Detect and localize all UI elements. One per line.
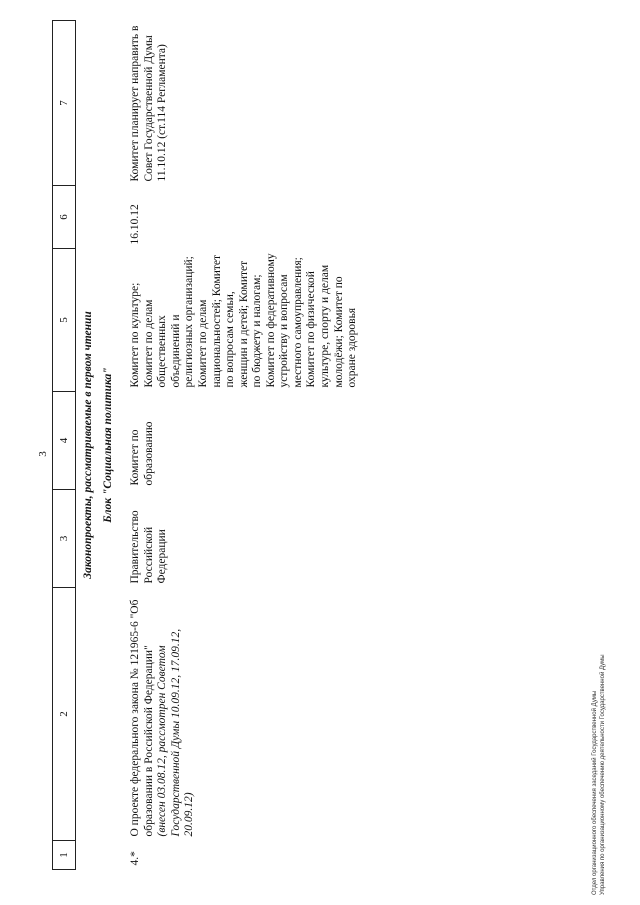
author-cell: Правительство Российской Федерации xyxy=(129,510,169,584)
responsible-committee: Комитет по образованию xyxy=(129,421,155,486)
col-header: 7 xyxy=(53,21,76,186)
page-number: 3 xyxy=(36,451,49,457)
col-header: 6 xyxy=(53,186,76,249)
footer xyxy=(592,565,608,895)
co-committees: Комитет по культуре; Комитет по делам общественных объединений и религиозных организаций; Комитет по делам национальностей; Комитет по вопросам семьи, женщин и детей; Комитет по бюджету и налогам; Комитет по федеративному устройству и вопросам местного самоуправления; Комитет по физической культуре, спорту и делам молодёжи; Комитет по охране здоровья xyxy=(129,253,359,388)
plan-cell: Комитет планирует направить в Совет Государственной Думы 11.10.12 (ст.114 Регламента) xyxy=(129,25,169,182)
col-header: 2 xyxy=(53,588,76,841)
table-row xyxy=(125,21,360,870)
col-header: 3 xyxy=(53,490,76,588)
bill-note: (внесен 03.08.12, рассмотрен Советом Государственной Думы 10.09.12, 17.09.12, 20.09.12) xyxy=(156,628,196,837)
footer-line: Отдел организационного обеспечения заседаний Государственной Думы xyxy=(592,690,598,895)
footer-line: Управления по организационному обеспечению деятельности Государственной Думы xyxy=(599,654,606,895)
section-title: Законопроекты, рассматриваемые в первом чтении xyxy=(82,311,94,579)
legislation-table xyxy=(52,20,360,870)
rotated-table-area xyxy=(52,20,612,870)
bill-cell xyxy=(125,588,360,841)
block-title: Блок "Социальная политика" xyxy=(101,367,114,523)
col-header: 1 xyxy=(53,841,76,870)
col-header: 4 xyxy=(53,392,76,490)
bill-title: О проекте федерального закона № 121965-6 "Об образовании в Российской Федерации" xyxy=(129,599,155,837)
col-header: 5 xyxy=(53,249,76,392)
date-cell: 16.10.12 xyxy=(129,204,142,245)
row-number: 4.* xyxy=(129,851,142,866)
